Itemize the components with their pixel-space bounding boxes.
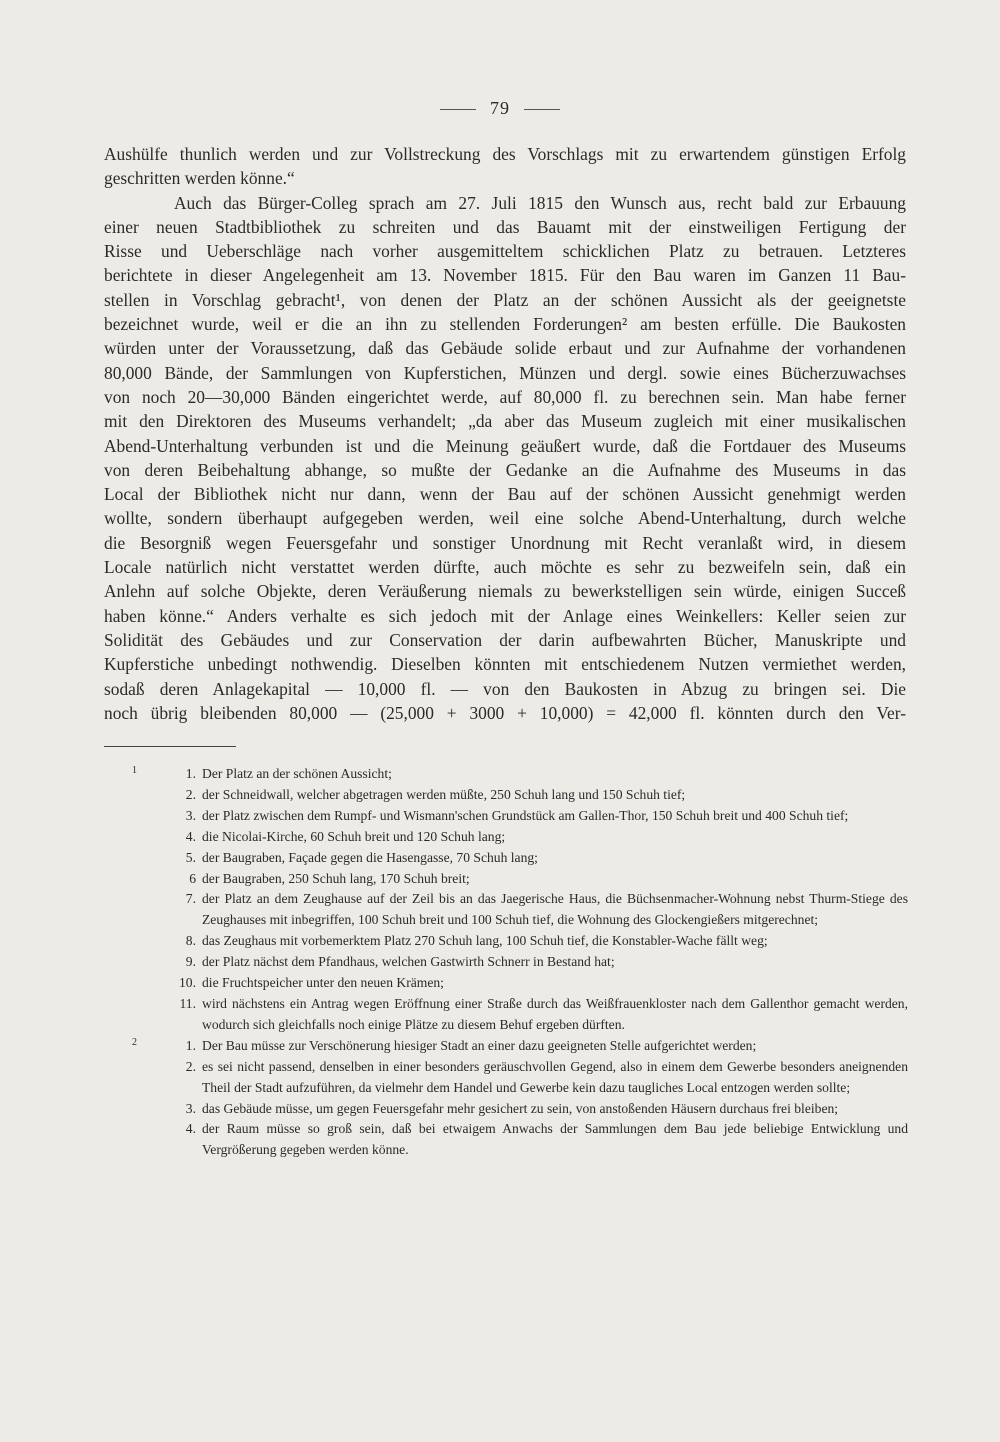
footnote-item xyxy=(166,973,908,994)
footnote-item-text: der Baugraben, Façade gegen die Hasengasse, 70 Schuh lang; xyxy=(202,849,538,865)
footnote-item xyxy=(166,806,908,827)
footnote-item-text: es sei nicht passend, denselben in einer besonders geräuschvollen Gegend, also in einem dem Gewerbe besonders aneignenden Theil der Stadt aufzuführen, da vielmehr dem Handel und Gewerbe kein dazu taugliches Local entzogen werden sollte; xyxy=(202,1058,908,1095)
footnote-2 xyxy=(132,1036,908,1161)
footnote-item xyxy=(166,1057,908,1099)
footnote-item-number: 6 xyxy=(189,870,196,886)
footnote-item-text: Der Bau müsse zur Verschönerung hiesiger Stadt an einer dazu geeigneten Stelle aufgerichtet werden; xyxy=(202,1037,757,1053)
footnote-item-text: das Zeughaus mit vorbemerktem Platz 270 Schuh lang, 100 Schuh tief, die Konstabler-Wache fällt weg; xyxy=(202,933,768,949)
footnote-item-text: Der Platz an der schönen Aussicht; xyxy=(202,766,392,781)
body-line: Anlehn auf solche Objekte, deren Veräußerung niemals zu bewerkstelligen sein würde, einigen Succeß xyxy=(104,581,906,602)
footnote-item-number: 2. xyxy=(185,1058,196,1074)
footnote-item-text: das Gebäude müsse, um gegen Feuersgefahr mehr gesichert zu sein, von anstoßenden Häusern durchaus frei bleiben; xyxy=(202,1100,839,1116)
header-dash-left xyxy=(440,109,476,110)
footnote-item-number: 4. xyxy=(185,1121,196,1137)
footnote-item-number: 1. xyxy=(185,1037,196,1053)
footnote-item xyxy=(166,827,908,848)
body-line: Solidität des Gebäudes und zur Conservation der darin aufbewahrten Bücher, Manuskripte und xyxy=(104,629,906,650)
body-line: würden unter der Voraussetzung, daß das Gebäude solide erbaut und zur Aufnahme der vorhandenen xyxy=(104,338,906,359)
footnote-item-text: der Platz zwischen dem Rumpf- und Wismann'schen Grundstück am Gallen-Thor, 150 Schuh breit und 400 Schuh tief; xyxy=(202,807,849,823)
footnote-item-text: der Schneidwall, welcher abgetragen werden müßte, 250 Schuh lang und 150 Schuh tief; xyxy=(202,786,686,802)
footnote-item xyxy=(166,889,908,931)
body-line: noch übrig bleibenden 80,000 — (25,000 + 3000 + 10,000) = 42,000 fl. könnten durch den Ver- xyxy=(104,702,906,723)
footnote-marker: 1 xyxy=(132,765,137,776)
body-line: berichtete in dieser Angelegenheit am 13. November 1815. Für den Bau waren im Ganzen 11 Bau- xyxy=(104,265,906,286)
footnote-item-number: 8. xyxy=(185,933,196,949)
footnote-item xyxy=(166,952,908,973)
body-line: sodaß deren Anlagekapital — 10,000 fl. — von den Baukosten in Abzug zu bringen sei. Die xyxy=(104,678,906,699)
body-line: von noch 20—30,000 Bänden eingerichtet werde, auf 80,000 fl. zu berechnen sein. Man habe ferner xyxy=(104,386,906,407)
footnote-item-number: 1. xyxy=(185,766,196,781)
footnote-item xyxy=(166,848,908,869)
footnote-item xyxy=(166,869,908,890)
footnote-item xyxy=(132,1036,908,1057)
footnote-item-number: 10. xyxy=(179,975,196,991)
footnote-item-text: die Nicolai-Kirche, 60 Schuh breit und 120 Schuh lang; xyxy=(202,828,506,844)
footnote-item-text: der Platz an dem Zeughause auf der Zeil bis an das Jaegerische Haus, die Büchsenmacher-Wohnung nebst Thurm-Stiege des Zeughauses mit inbegriffen, 100 Schuh breit und 100 Schuh tief, die Wohnung des Glockengießers mitgerechnet; xyxy=(202,891,908,928)
footnote-item-number: 11. xyxy=(179,995,196,1011)
header-dash-right xyxy=(524,109,560,110)
footnote-item-number: 2. xyxy=(185,786,196,802)
body-line: von deren Beibehaltung abhange, so mußte der Gedanke an die Aufnahme des Museums in das xyxy=(104,459,906,480)
footnote-item-text: wird nächstens ein Antrag wegen Eröffnung einer Straße durch das Weißfrauenkloster nach dem Gallenthor gemacht werden, wodurch sich gleichfalls noch einige Plätze zu diesem Behuf ergeben dürften. xyxy=(202,995,908,1032)
body-line: stellen in Vorschlag gebracht¹, von denen der Platz an der schönen Aussicht als der geeignetste xyxy=(104,289,906,310)
footnote-item xyxy=(166,931,908,952)
page-number: 79 xyxy=(490,98,510,118)
footnote-item xyxy=(132,764,908,785)
footnote-item-number: 7. xyxy=(185,891,196,907)
footnotes xyxy=(132,764,908,1161)
body-text xyxy=(104,142,906,725)
footnote-item-text: der Platz nächst dem Pfandhaus, welchen Gastwirth Schnerr in Bestand hat; xyxy=(202,954,615,970)
footnote-item-number: 5. xyxy=(185,849,196,865)
body-line: Abend-Unterhaltung verbunden ist und die Meinung geäußert wurde, daß die Fortdauer des Museums xyxy=(104,435,906,456)
body-line: haben könne.“ Anders verhalte es sich jedoch mit der Anlage eines Weinkellers: Keller seien zur xyxy=(104,605,906,626)
body-line: Kupferstiche unbedingt nothwendig. Dieselben könnten mit entschiedenem Nutzen vermiethet werden, xyxy=(104,654,906,675)
footnote-item-number: 3. xyxy=(185,807,196,823)
page-header xyxy=(0,98,1000,119)
body-line: bezeichnet wurde, weil er die an ihn zu stellenden Forderungen² am besten erfülle. Die Baukosten xyxy=(104,314,906,335)
footnote-item-number: 3. xyxy=(185,1100,196,1116)
footnote-item-text: der Baugraben, 250 Schuh lang, 170 Schuh breit; xyxy=(202,870,470,886)
body-line: Auch das Bürger-Colleg sprach am 27. Juli 1815 den Wunsch aus, recht bald zur Erbauung xyxy=(174,192,906,213)
footnote-item-number: 4. xyxy=(185,828,196,844)
footnote-item-text: der Raum müsse so groß sein, daß bei etwaigem Anwachs der Sammlungen dem Bau jede beliebige Entwicklung und Vergrößerung gegeben werden könne. xyxy=(202,1121,908,1158)
footnote-item-number: 9. xyxy=(185,954,196,970)
body-line: Local der Bibliothek nicht nur dann, wenn der Bau auf der schönen Aussicht genehmigt werden xyxy=(104,484,906,505)
footnote-item xyxy=(166,1119,908,1161)
footnote-rule xyxy=(104,746,236,747)
body-line: Risse und Ueberschläge nach vorher ausgemitteltem schicklichen Platz zu betrauen. Letzteres xyxy=(104,241,906,262)
footnote-item xyxy=(166,785,908,806)
body-line: geschritten werden könne.“ xyxy=(104,168,295,189)
body-line: Locale natürlich nicht verstattet werden dürfte, auch möchte es sehr zu bezweifeln sein, daß ein xyxy=(104,557,906,578)
body-line: einer neuen Stadtbibliothek zu schreiten und das Bauamt mit der einstweiligen Fertigung der xyxy=(104,216,906,237)
body-line: wollte, sondern überhaupt aufgegeben werden, weil eine solche Abend-Unterhaltung, durch welche xyxy=(104,508,906,529)
footnote-item xyxy=(166,1099,908,1120)
body-line: mit den Direktoren des Museums verhandelt; „da aber das Museum zugleich mit einer musikalischen xyxy=(104,411,906,432)
body-line: Aushülfe thunlich werden und zur Vollstreckung des Vorschlags mit zu erwartendem günstigen Erfolg xyxy=(104,144,906,164)
body-line: 80,000 Bände, der Sammlungen von Kupferstichen, Münzen und dergl. sowie eines Bücherzuwachses xyxy=(104,362,906,383)
footnote-item-text: die Fruchtspeicher unter den neuen Krämen; xyxy=(202,975,444,991)
footnote-marker: 2 xyxy=(132,1036,137,1048)
footnote-1 xyxy=(132,764,908,1036)
footnote-item xyxy=(166,994,908,1036)
body-line: die Besorgniß wegen Feuersgefahr und sonstiger Unordnung mit Recht veranlaßt wird, in diesem xyxy=(104,532,906,553)
